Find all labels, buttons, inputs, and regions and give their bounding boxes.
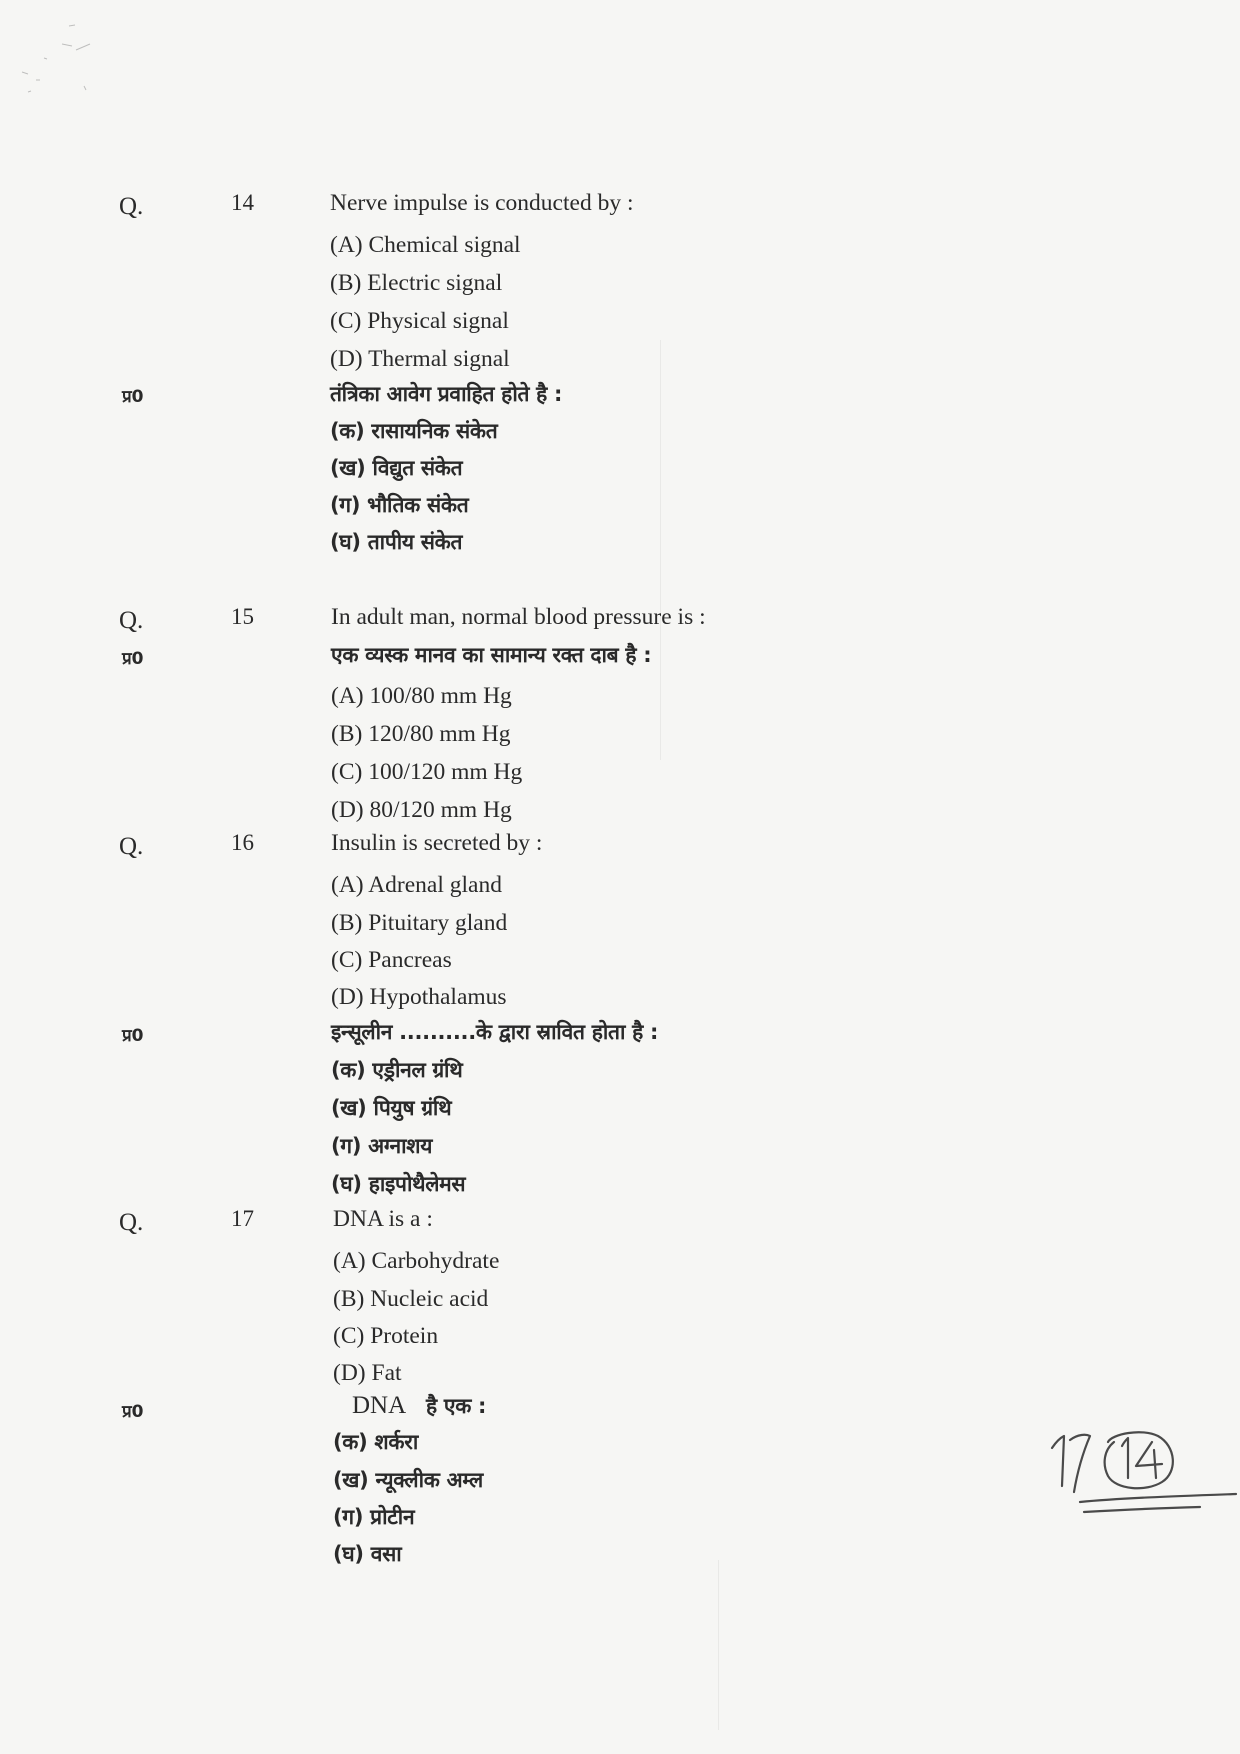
question-text-hi: एक व्यस्क मानव का सामान्य रक्त दाब है : [331,643,652,667]
option-en: (D) Fat [333,1360,402,1386]
option-en: (B) Pituitary gland [331,910,508,936]
option: (A) 100/80 mm Hg [331,683,512,709]
question-label-hi: प्र0 [122,387,144,407]
question-number: 16 [231,830,254,855]
question-label-hi: प्र0 [122,1026,144,1046]
option-hi: (ख) पियुष ग्रंथि [331,1096,452,1120]
option-hi: (ख) विद्युत संकेत [330,456,463,480]
question-label-hi: प्र0 [122,1402,144,1422]
option: (B) 120/80 mm Hg [331,721,511,747]
scan-artifact-line [718,1560,719,1730]
question-label: Q. [119,607,144,634]
option-en: (C) Physical signal [330,308,509,334]
option-en: (A) Chemical signal [330,232,521,258]
handwritten-mark [1050,1420,1240,1520]
option: (C) 100/120 mm Hg [331,759,523,785]
option-hi: (घ) वसा [333,1542,402,1566]
option-en: (C) Protein [333,1323,439,1349]
question-text-en: Insulin is secreted by : [331,830,543,856]
question-text-en: In adult man, normal blood pressure is : [331,604,706,630]
option-hi: (ग) अग्नाशय [331,1134,433,1158]
option-hi: (घ) हाइपोथैलेमस [331,1172,466,1196]
question-text-hi: तंत्रिका आवेग प्रवाहित होते है : [330,382,563,406]
question-label-hi: प्र0 [122,649,144,669]
option-en: (D) Hypothalamus [331,984,507,1010]
option-en: (B) Electric signal [330,270,503,296]
question-label: Q. [119,193,144,220]
option-en: (A) Carbohydrate [333,1248,500,1274]
question-text-en: DNA is a : [333,1206,433,1232]
question-text-hi: इन्सूलीन ..........के द्वारा स्रावित होता है : [331,1020,659,1044]
option-en: (C) Pancreas [331,947,452,973]
scan-smudge [14,20,104,100]
option-hi: (क) रासायनिक संकेत [330,419,498,443]
option-hi: (ग) प्रोटीन [333,1505,415,1529]
option-hi: (घ) तापीय संकेत [330,530,463,554]
question-text-en: Nerve impulse is conducted by : [330,190,634,216]
option-hi: (ख) न्यूक्लीक अम्ल [333,1468,483,1492]
question-number: 14 [231,190,254,215]
question-number: 15 [231,604,254,629]
option-hi: (क) शर्करा [333,1430,418,1454]
scan-artifact-line [660,340,661,760]
question-label: Q. [119,1209,144,1236]
option-en: (D) Thermal signal [330,346,510,372]
question-text-hi-rest: है एक : [426,1394,487,1418]
option-en: (B) Nucleic acid [333,1286,489,1312]
option: (D) 80/120 mm Hg [331,797,512,823]
question-label: Q. [119,833,144,860]
question-number: 17 [231,1206,254,1231]
option-en: (A) Adrenal gland [331,872,502,898]
option-hi: (ग) भौतिक संकेत [330,493,469,517]
dna-term: DNA [352,1392,407,1419]
option-hi: (क) एड्रीनल ग्रंथि [331,1058,463,1082]
question-text-hi [352,1392,486,1420]
